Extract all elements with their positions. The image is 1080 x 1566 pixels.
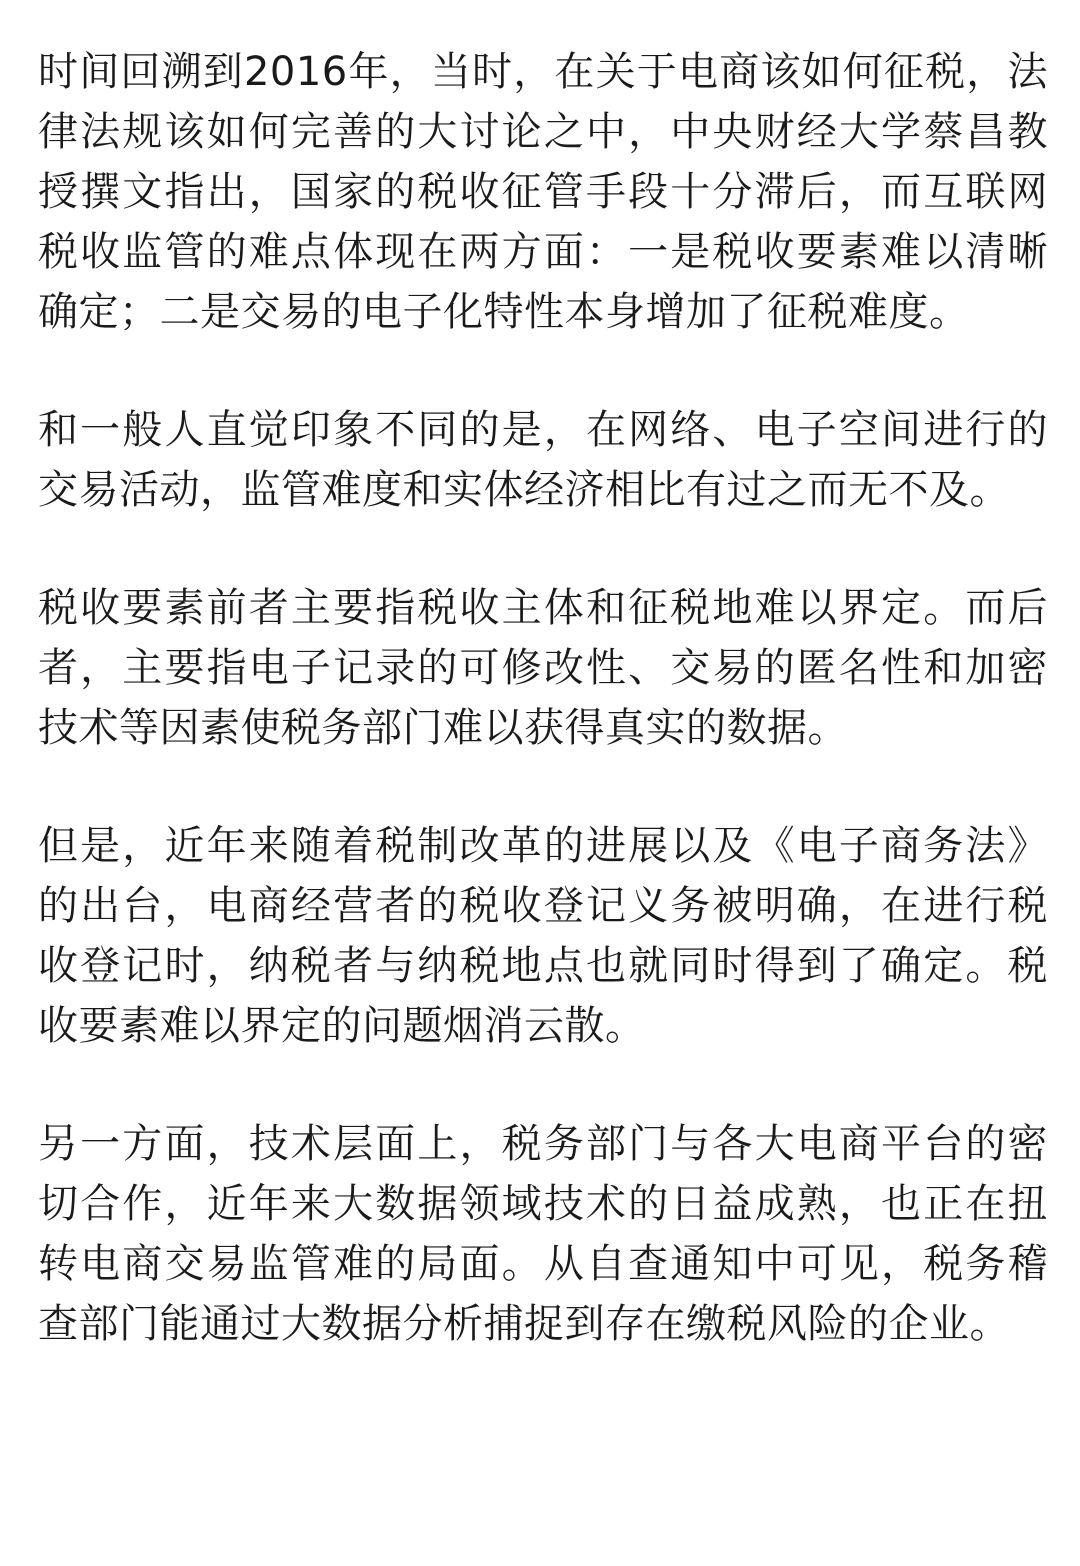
- paragraph-ecommerce-law-reform: 但是，近年来随着税制改革的进展以及《电子商务法》的出台，电商经营者的税收登记义务被明确，在进行税收登记时，纳税者与纳税地点也就同时得到了确定。税收要素难以界定的问题烟消云散。: [38, 823, 1048, 1049]
- paragraph-ecommerce-tax-history: 时间回溯到2016年，当时，在关于电商该如何征税，法律法规该如何完善的大讨论之中，中央财经大学蔡昌教授撰文指出，国家的税收征管手段十分滞后，而互联网税收监管的难点体现在两方面：一是税收要素难以清晰确定；二是交易的电子化特性本身增加了征税难度。: [38, 49, 1048, 335]
- article-body: [38, 42, 1048, 1354]
- paragraph-tax-elements-definition: 税收要素前者主要指税收主体和征税地难以界定。而后者，主要指电子记录的可修改性、交易的匿名性和加密技术等因素使税务部门难以获得真实的数据。: [38, 585, 1048, 751]
- paragraph-online-regulation-difficulty: 和一般人直觉印象不同的是，在网络、电子空间进行的交易活动，监管难度和实体经济相比有过之而无不及。: [38, 407, 1048, 513]
- paragraph-big-data-enforcement: 另一方面，技术层面上，税务部门与各大电商平台的密切合作，近年来大数据领域技术的日益成熟，也正在扭转电商交易监管难的局面。从自查通知中可见，税务稽查部门能通过大数据分析捕捉到存在缴税风险的企业。: [38, 1121, 1048, 1347]
